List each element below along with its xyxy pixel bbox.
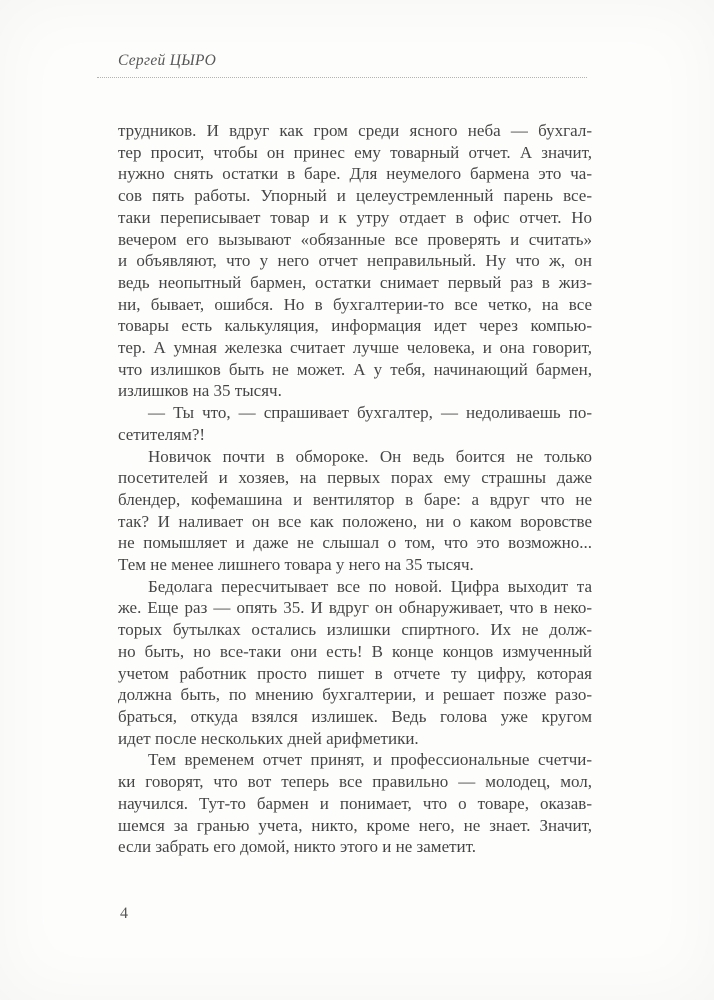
text-line: тер. А умная железка считает лучше человека, и она говорит,	[118, 338, 592, 358]
body-text	[118, 120, 592, 858]
text-line: браться, откуда взялся излишек. Ведь голова уже кругом	[118, 706, 592, 726]
text-line: научился. Тут-то бармен и понимает, что о товаре, оказав-	[118, 793, 592, 813]
text-line: блендер, кофемашина и вентилятор в баре: а вдруг что не	[118, 489, 592, 509]
running-head-author: Сергей ЦЫРО	[118, 52, 217, 69]
text-line: Бедолага пересчитывает все по новой. Цифра выходит та	[148, 576, 592, 596]
paragraph	[118, 402, 592, 445]
text-line: должна быть, по мнению бухгалтерии, и решает позже разо-	[118, 685, 592, 705]
text-line: Тем временем отчет принят, и профессиональные счетчи-	[148, 750, 592, 770]
text-line: шемся за гранью учета, никто, кроме него, не знает. Значит,	[118, 815, 592, 835]
text-line: Новичок почти в обмороке. Он ведь боится не только	[148, 446, 592, 466]
text-line: ки говорят, что вот теперь все правильно — молодец, мол,	[118, 772, 592, 792]
header-rule-divider	[97, 77, 587, 78]
text-line: и объявляют, что у него отчет неправильный. Ну что ж, он	[118, 251, 592, 271]
text-line: что излишков быть не может. А у тебя, начинающий бармен,	[118, 359, 592, 379]
text-line: так? И наливает он все как положено, ни о каком воровстве	[118, 511, 592, 531]
text-line: посетителей и хозяев, на первых порах ему страшны даже	[118, 468, 592, 488]
text-line: трудников. И вдруг как гром среди ясного неба — бухгал-	[118, 121, 592, 140]
text-line: вечером его вызывают «обязанные все проверять и считать»	[118, 229, 592, 249]
text-line: излишков на 35 тысяч.	[118, 381, 282, 401]
text-line: же. Еще раз — опять 35. И вдруг он обнаруживает, что в неко-	[118, 598, 592, 618]
text-line: не помышляет и даже не слышал о том, что это возможно...	[118, 533, 592, 553]
paragraph	[118, 120, 592, 402]
text-line: товары есть калькуляция, информация идет через компью-	[118, 316, 592, 336]
text-line: идет после нескольких дней арифметики.	[118, 728, 419, 748]
text-line: учетом работник просто пишет в отчете ту цифру, которая	[118, 663, 592, 683]
text-line: если забрать его домой, никто этого и не заметит.	[118, 837, 477, 857]
text-line: ни, бывает, ошибся. Но в бухгалтерии-то все четко, на все	[118, 294, 592, 314]
text-line: сетителям?!	[118, 424, 206, 444]
text-line: но быть, но все-таки они есть! В конце концов измученный	[118, 641, 592, 661]
text-line: Тем не менее лишнего товара у него на 35 тысяч.	[118, 555, 474, 575]
paragraph	[118, 576, 592, 750]
paragraph	[118, 446, 592, 576]
text-line: тер просит, чтобы он принес ему товарный отчет. А значит,	[118, 142, 592, 162]
paragraph	[118, 749, 592, 858]
text-line: нужно снять остатки в баре. Для неумелого бармена это ча-	[118, 164, 592, 184]
text-line: торых бутылках остались излишки спиртного. Их не долж-	[118, 620, 592, 640]
text-line: ведь неопытный бармен, остатки снимает первый раз в жиз-	[118, 272, 592, 292]
text-line: сов пять работы. Упорный и целеустремленный парень все-	[118, 186, 592, 206]
text-line: таки переписывает товар и к утру отдает в офис отчет. Но	[118, 207, 592, 227]
text-line: — Ты что, — спрашивает бухгалтер, — недоливаешь по-	[148, 403, 592, 423]
page-number: 4	[120, 905, 128, 922]
